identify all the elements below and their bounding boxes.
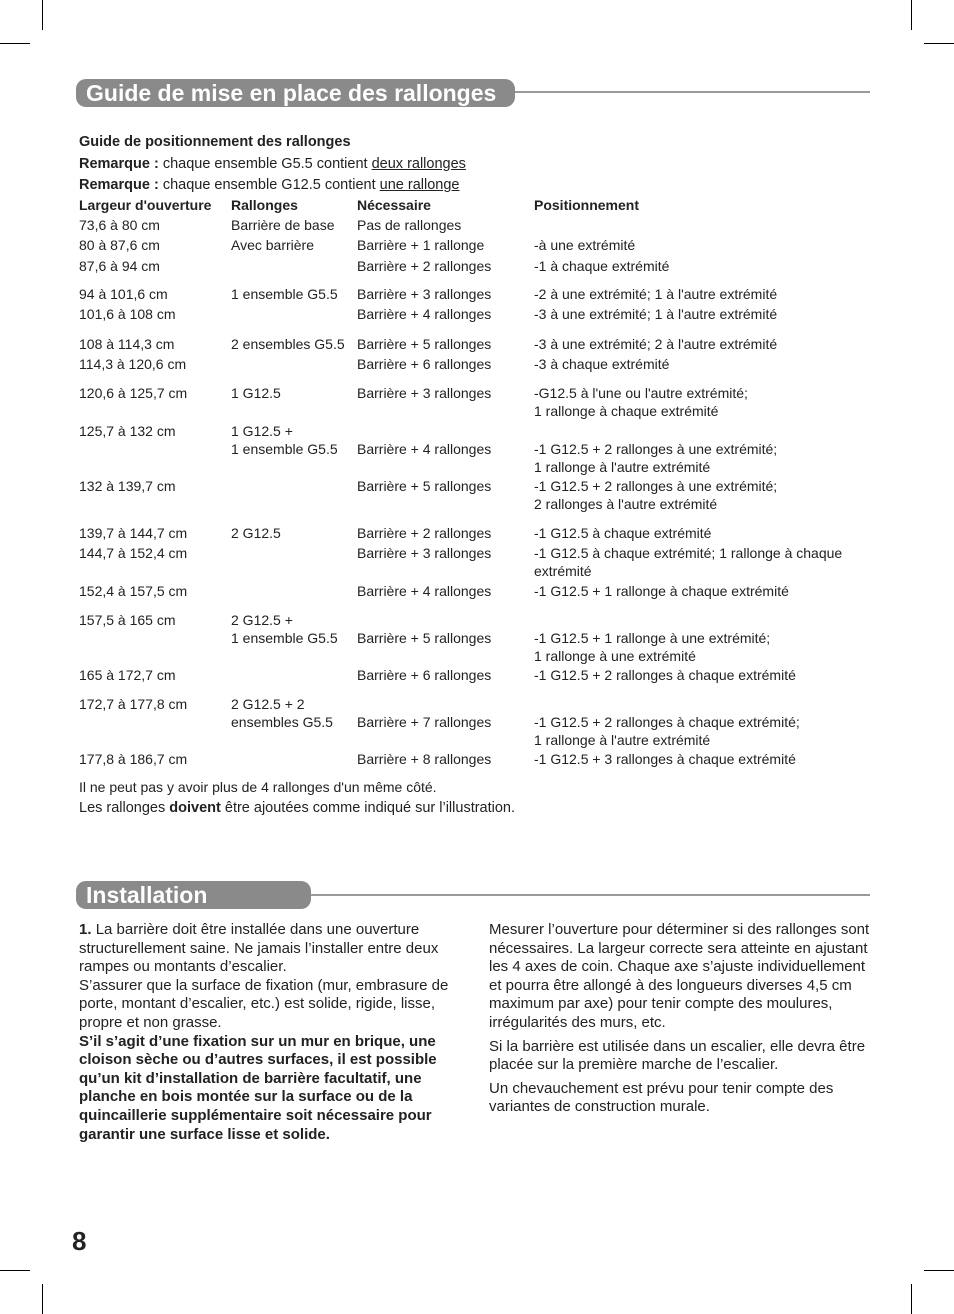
- note-text: Les rallonges: [79, 800, 166, 816]
- table-cell: Barrière + 3 rallonges: [357, 545, 492, 561]
- table-cell: 114,3 à 120,6 cm: [79, 356, 187, 372]
- table-cell: Barrière + 5 rallonges: [357, 336, 492, 352]
- table-cell: 1 G12.5: [231, 385, 281, 401]
- table-cell: 2 G12.5 +: [231, 612, 293, 628]
- note-text: être ajoutées comme indiqué sur l’illustration.: [224, 800, 516, 816]
- section-title-rallonges: Guide de mise en place des rallonges: [76, 79, 515, 107]
- table-cell: Barrière + 2 rallonges: [357, 258, 492, 274]
- table-cell: 125,7 à 132 cm: [79, 423, 176, 439]
- table-cell: 132 à 139,7 cm: [79, 478, 176, 494]
- table-cell: 172,7 à 177,8 cm: [79, 696, 188, 712]
- crop-mark: [0, 43, 30, 44]
- remark-text: chaque ensemble G12.5 contient: [162, 177, 376, 193]
- table-cell: 1 rallonge à une extrémité: [534, 648, 696, 664]
- table-cell: 94 à 101,6 cm: [79, 286, 168, 302]
- table-cell: 1 G12.5 +: [231, 423, 293, 439]
- overlap-paragraph: Un chevauchement est prévu pour tenir compte des variantes de construction murale.: [489, 1079, 834, 1116]
- header-largeur: Largeur d'ouverture: [79, 197, 212, 213]
- table-cell: 152,4 à 157,5 cm: [79, 583, 188, 599]
- table-cell: Barrière + 5 rallonges: [357, 478, 492, 494]
- table-cell: 80 à 87,6 cm: [79, 237, 160, 253]
- table-cell: -1 G12.5 + 2 rallonges à chaque extrémité: [534, 667, 796, 683]
- crop-mark: [924, 43, 954, 44]
- table-cell: -2 à une extrémité; 1 à l'autre extrémité: [534, 286, 778, 302]
- remark-text: chaque ensemble G5.5 contient: [162, 155, 368, 172]
- table-cell: 87,6 à 94 cm: [79, 258, 160, 274]
- table-cell: -3 à une extrémité; 2 à l'autre extrémité: [534, 336, 778, 352]
- page-number: 8: [72, 1226, 87, 1256]
- table-cell: 1 rallonge à l'autre extrémité: [534, 459, 711, 475]
- table-cell: -1 G12.5 + 3 rallonges à chaque extrémité: [534, 751, 796, 767]
- table-cell: Barrière + 7 rallonges: [357, 714, 492, 730]
- table-cell: Barrière + 6 rallonges: [357, 356, 492, 372]
- table-cell: -à une extrémité: [534, 237, 636, 253]
- table-cell: -1 G12.5 à chaque extrémité: [534, 525, 712, 541]
- table-cell: -1 G12.5 + 2 rallonges à chaque extrémité;: [534, 714, 800, 730]
- installation-step-1: [79, 921, 467, 977]
- remark-underlined: deux rallonges: [371, 155, 466, 172]
- table-cell: Barrière de base: [231, 217, 335, 233]
- intro-block: [79, 132, 466, 197]
- crop-mark: [924, 1270, 954, 1271]
- table-cell: Pas de rallonges: [357, 217, 462, 233]
- remark-line: [79, 154, 466, 176]
- table-cell: -1 G12.5 + 2 rallonges à une extrémité;: [534, 441, 778, 457]
- table-cell: 144,7 à 152,4 cm: [79, 545, 188, 561]
- table-cell: 1 ensemble G5.5: [231, 441, 338, 457]
- crop-mark: [911, 0, 912, 30]
- crop-mark: [42, 1284, 43, 1314]
- header-necessaire: Nécessaire: [357, 197, 431, 213]
- table-cell: Barrière + 4 rallonges: [357, 306, 492, 322]
- stairs-paragraph: Si la barrière est utilisée dans un escalier, elle devra être placée sur la première marche de l’escalier.: [489, 1037, 866, 1074]
- table-cell: Barrière + 1 rallonge: [357, 237, 485, 253]
- table-cell: 2 G12.5: [231, 525, 281, 541]
- table-cell: 1 rallonge à l'autre extrémité: [534, 732, 711, 748]
- table-cell: 2 G12.5 + 2: [231, 696, 305, 712]
- step-text: La barrière doit être installée dans une ouverture structurellement saine. Ne jamais l’installer entre deux rampes ou montants d’escalier.: [79, 921, 439, 976]
- table-cell: -1 G12.5 + 1 rallonge à chaque extrémité: [534, 583, 789, 599]
- table-cell: 1 ensemble G5.5: [231, 630, 338, 646]
- installation-left-column: [79, 921, 467, 1144]
- section-rule: [311, 894, 870, 896]
- table-cell: -1 G12.5 + 1 rallonge à une extrémité;: [534, 630, 771, 646]
- note-illustration: [79, 798, 515, 819]
- header-rallonges: Rallonges: [231, 197, 298, 213]
- table-cell: 1 ensemble G5.5: [231, 286, 338, 302]
- table-cell: -1 G12.5 à chaque extrémité; 1 rallonge à chaque: [534, 545, 843, 561]
- table-cell: -G12.5 à l'une ou l'autre extrémité;: [534, 385, 748, 401]
- guide-subtitle: Guide de positionnement des rallonges: [79, 134, 351, 150]
- note-max-per-side: Il ne peut pas y avoir plus de 4 rallonges d'un même côté.: [79, 779, 437, 795]
- table-cell: 177,8 à 186,7 cm: [79, 751, 188, 767]
- notes-block: [79, 777, 515, 819]
- section-rule: [515, 91, 870, 93]
- crop-mark: [0, 1270, 30, 1271]
- surface-requirements: S’assurer que la surface de fixation (mur, embrasure de porte, montant d’escalier, etc.) est solide, rigide, lisse, propre et non grasse.: [79, 976, 449, 1031]
- table-cell: 108 à 114,3 cm: [79, 336, 175, 352]
- table-cell: ensembles G5.5: [231, 714, 333, 730]
- crop-mark: [911, 1284, 912, 1314]
- table-cell: 165 à 172,7 cm: [79, 667, 176, 683]
- remark-underlined: une rallonge: [379, 177, 460, 193]
- measure-paragraph: Mesurer l’ouverture pour déterminer si des rallonges sont nécessaires. La largeur correcte sera atteinte en ajustant les 4 axes de coin. Chaque axe s’ajuste individuellement et pourra être allongé à des longueurs diverses 4,5 cm maximum par axe) pour tenir compte des moulures, irrégularités des murs, etc.: [489, 921, 870, 1031]
- table-cell: Barrière + 5 rallonges: [357, 630, 492, 646]
- table-cell: Barrière + 4 rallonges: [357, 441, 492, 457]
- note-bold: doivent: [169, 800, 221, 816]
- table-cell: Barrière + 4 rallonges: [357, 583, 492, 599]
- remark-line: [79, 175, 466, 197]
- crop-mark: [42, 0, 43, 30]
- table-cell: -1 à chaque extrémité: [534, 258, 670, 274]
- table-cell: 73,6 à 80 cm: [79, 217, 160, 233]
- table-cell: Barrière + 8 rallonges: [357, 751, 492, 767]
- table-cell: Barrière + 2 rallonges: [357, 525, 492, 541]
- table-cell: -1 G12.5 + 2 rallonges à une extrémité;: [534, 478, 778, 494]
- step-number: 1.: [79, 921, 92, 938]
- table-cell: 139,7 à 144,7 cm: [79, 525, 188, 541]
- table-cell: 101,6 à 108 cm: [79, 306, 176, 322]
- remark-label: Remarque :: [79, 177, 159, 193]
- table-cell: 2 ensembles G5.5: [231, 336, 345, 352]
- table-cell: extrémité: [534, 563, 592, 579]
- table-cell: 120,6 à 125,7 cm: [79, 385, 188, 401]
- table-cell: -3 à une extrémité; 1 à l'autre extrémité: [534, 306, 778, 322]
- table-cell: 1 rallonge à chaque extrémité: [534, 403, 719, 419]
- section-title-installation: Installation: [76, 881, 311, 909]
- table-cell: Barrière + 3 rallonges: [357, 286, 492, 302]
- table-cell: -3 à chaque extrémité: [534, 356, 670, 372]
- table-cell: Avec barrière: [231, 237, 315, 253]
- table-cell: 2 rallonges à l'autre extrémité: [534, 496, 718, 512]
- table-cell: Barrière + 3 rallonges: [357, 385, 492, 401]
- installation-right-column: [489, 921, 873, 1117]
- table-cell: Barrière + 6 rallonges: [357, 667, 492, 683]
- surface-warning: S’il s’agit d’une fixation sur un mur en brique, une cloison sèche ou d’autres surfaces, il est possible qu’un kit d’installation de barrière facultatif, une planche en bois montée sur la surface ou de la quincaillerie supplémentaire soit nécessaire pour garantir une surface lisse et solide.: [79, 1032, 437, 1143]
- table-cell: 157,5 à 165 cm: [79, 612, 176, 628]
- remark-label: Remarque :: [79, 155, 159, 172]
- header-positionnement: Positionnement: [534, 197, 640, 213]
